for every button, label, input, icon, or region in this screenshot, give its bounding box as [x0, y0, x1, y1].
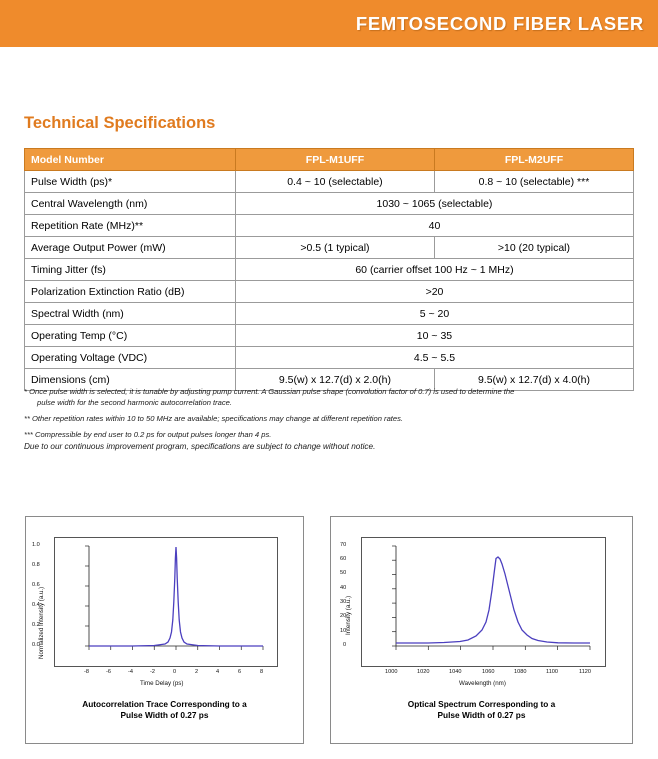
spectrum-xlabel: Wavelength (nm): [459, 680, 506, 687]
row-value-shared: 1030 ~ 1065 (selectable): [235, 193, 633, 215]
spectrum-ytick: 50: [340, 570, 347, 576]
spectrum-ytick: 60: [340, 556, 347, 562]
spectrum-xtick: 1000: [385, 669, 398, 675]
change-notice: Due to our continuous improvement program, specifications are subject to change without notice.: [24, 442, 376, 451]
autocorrelation-xtick: 8: [260, 669, 264, 675]
autocorrelation-ytick: 0.8: [32, 562, 40, 568]
spectrum-ytick: 70: [340, 542, 347, 548]
column-header-m2uff: FPL-M2UFF: [434, 149, 633, 171]
page-header: [0, 0, 658, 47]
row-label: Operating Temp (°C): [25, 325, 236, 347]
spectrum-ytick: 10: [340, 628, 347, 634]
column-header-model: Model Number: [25, 149, 236, 171]
autocorrelation-caption-line-2: Pulse Width of 0.27 ps: [120, 710, 209, 721]
autocorrelation-xtick: 6: [238, 669, 242, 675]
autocorrelation-xtick: 4: [216, 669, 220, 675]
row-value-m2: >10 (20 typical): [434, 237, 633, 259]
autocorrelation-ytick: 0.4: [32, 602, 40, 608]
autocorrelation-ytick: 0.2: [32, 622, 40, 628]
footnote-3: *** Compressible by end user to 0.2 ps for output pulses longer than 4 ps.: [24, 430, 272, 439]
specifications-table: [24, 148, 634, 391]
row-value-m2: 9.5(w) x 12.7(d) x 4.0(h): [434, 369, 633, 391]
spectrum-xtick: 1060: [482, 669, 495, 675]
row-label: Operating Voltage (VDC): [25, 347, 236, 369]
footnote-1-line-2: pulse width for the second harmonic autocorrelation trace.: [37, 398, 233, 407]
row-value-m1: >0.5 (1 typical): [235, 237, 434, 259]
row-value-m1: 9.5(w) x 12.7(d) x 2.0(h): [235, 369, 434, 391]
section-title: Technical Specifications: [24, 114, 216, 132]
table-body: [25, 171, 634, 391]
spectrum-ytick: 20: [340, 613, 347, 619]
spectrum-ytick: 40: [340, 585, 347, 591]
footnote-1: [24, 386, 640, 408]
table-header: [25, 149, 634, 171]
spectrum-xtick: 1020: [417, 669, 430, 675]
table-header-row: [25, 149, 634, 171]
table-row: [25, 281, 634, 303]
figure-autocorrelation: [25, 516, 304, 744]
row-value-m2: 0.8 ~ 10 (selectable) ***: [434, 171, 633, 193]
table-row: [25, 237, 634, 259]
column-header-m1uff: FPL-M1UFF: [235, 149, 434, 171]
table-row: [25, 171, 634, 193]
table-row: [25, 259, 634, 281]
footnote-2: ** Other repetition rates within 10 to 50 MHz are available; specifications may change at different repetition rates.: [24, 414, 404, 423]
autocorrelation-plot-area: [54, 537, 278, 667]
spectrum-ytick: 30: [340, 599, 347, 605]
row-label: Repetition Rate (MHz)**: [25, 215, 236, 237]
row-label: Dimensions (cm): [25, 369, 236, 391]
spectrum-plot-svg: [362, 538, 605, 666]
spectrum-xtick: 1040: [449, 669, 462, 675]
autocorrelation-caption: [26, 699, 303, 721]
row-value-shared: >20: [235, 281, 633, 303]
autocorrelation-xtick: -2: [150, 669, 155, 675]
spectrum-caption-line-2: Pulse Width of 0.27 ps: [437, 710, 526, 721]
header-divider: [0, 47, 658, 50]
row-label: Polarization Extinction Ratio (dB): [25, 281, 236, 303]
row-label: Spectral Width (nm): [25, 303, 236, 325]
autocorrelation-ytick: 0.6: [32, 582, 40, 588]
autocorrelation-ytick: 1.0: [32, 542, 40, 548]
table-row: [25, 347, 634, 369]
spectrum-ytick: 0: [343, 642, 347, 648]
row-value-shared: 10 ~ 35: [235, 325, 633, 347]
row-label: Central Wavelength (nm): [25, 193, 236, 215]
table-row: [25, 325, 634, 347]
autocorrelation-xlabel: Time Delay (ps): [140, 680, 184, 687]
row-label: Timing Jitter (fs): [25, 259, 236, 281]
footnotes: [24, 386, 640, 445]
spectrum-plot-area: [361, 537, 606, 667]
autocorrelation-plot-svg: [55, 538, 277, 666]
autocorrelation-xtick: -4: [128, 669, 133, 675]
autocorrelation-ylabel: Normalized Intensity (a.u.): [38, 586, 45, 659]
row-label: Pulse Width (ps)*: [25, 171, 236, 193]
table-row: [25, 215, 634, 237]
row-value-shared: 40: [235, 215, 633, 237]
page-title: FEMTOSECOND FIBER LASER: [355, 12, 644, 34]
autocorrelation-ytick: 0.0: [32, 642, 40, 648]
figure-optical-spectrum: [330, 516, 633, 744]
table-row: [25, 193, 634, 215]
spectrum-caption-line-1: Optical Spectrum Corresponding to a: [407, 699, 556, 709]
table-row: [25, 303, 634, 325]
spectrum-xtick: 1100: [546, 669, 559, 675]
autocorrelation-caption-line-1: Autocorrelation Trace Corresponding to a: [82, 699, 247, 709]
row-value-shared: 4.5 ~ 5.5: [235, 347, 633, 369]
spectrum-caption: [331, 699, 632, 721]
spectrum-xtick: 1120: [579, 669, 592, 675]
spectrum-xtick: 1080: [514, 669, 527, 675]
row-value-shared: 5 ~ 20: [235, 303, 633, 325]
row-label: Average Output Power (mW): [25, 237, 236, 259]
autocorrelation-xtick: -6: [106, 669, 111, 675]
autocorrelation-xtick: 2: [195, 669, 199, 675]
autocorrelation-xtick: -8: [84, 669, 89, 675]
footnote-1-line-1: * Once pulse width is selected, it is tunable by adjusting pump current. A Gaussian pulse shape (convolution factor of 0.7) is used to determine the: [24, 387, 515, 396]
row-value-m1: 0.4 ~ 10 (selectable): [235, 171, 434, 193]
autocorrelation-xtick: 0: [173, 669, 177, 675]
row-value-shared: 60 (carrier offset 100 Hz ~ 1 MHz): [235, 259, 633, 281]
spectrum-ylabel: Intensity (a.u.): [345, 595, 352, 635]
